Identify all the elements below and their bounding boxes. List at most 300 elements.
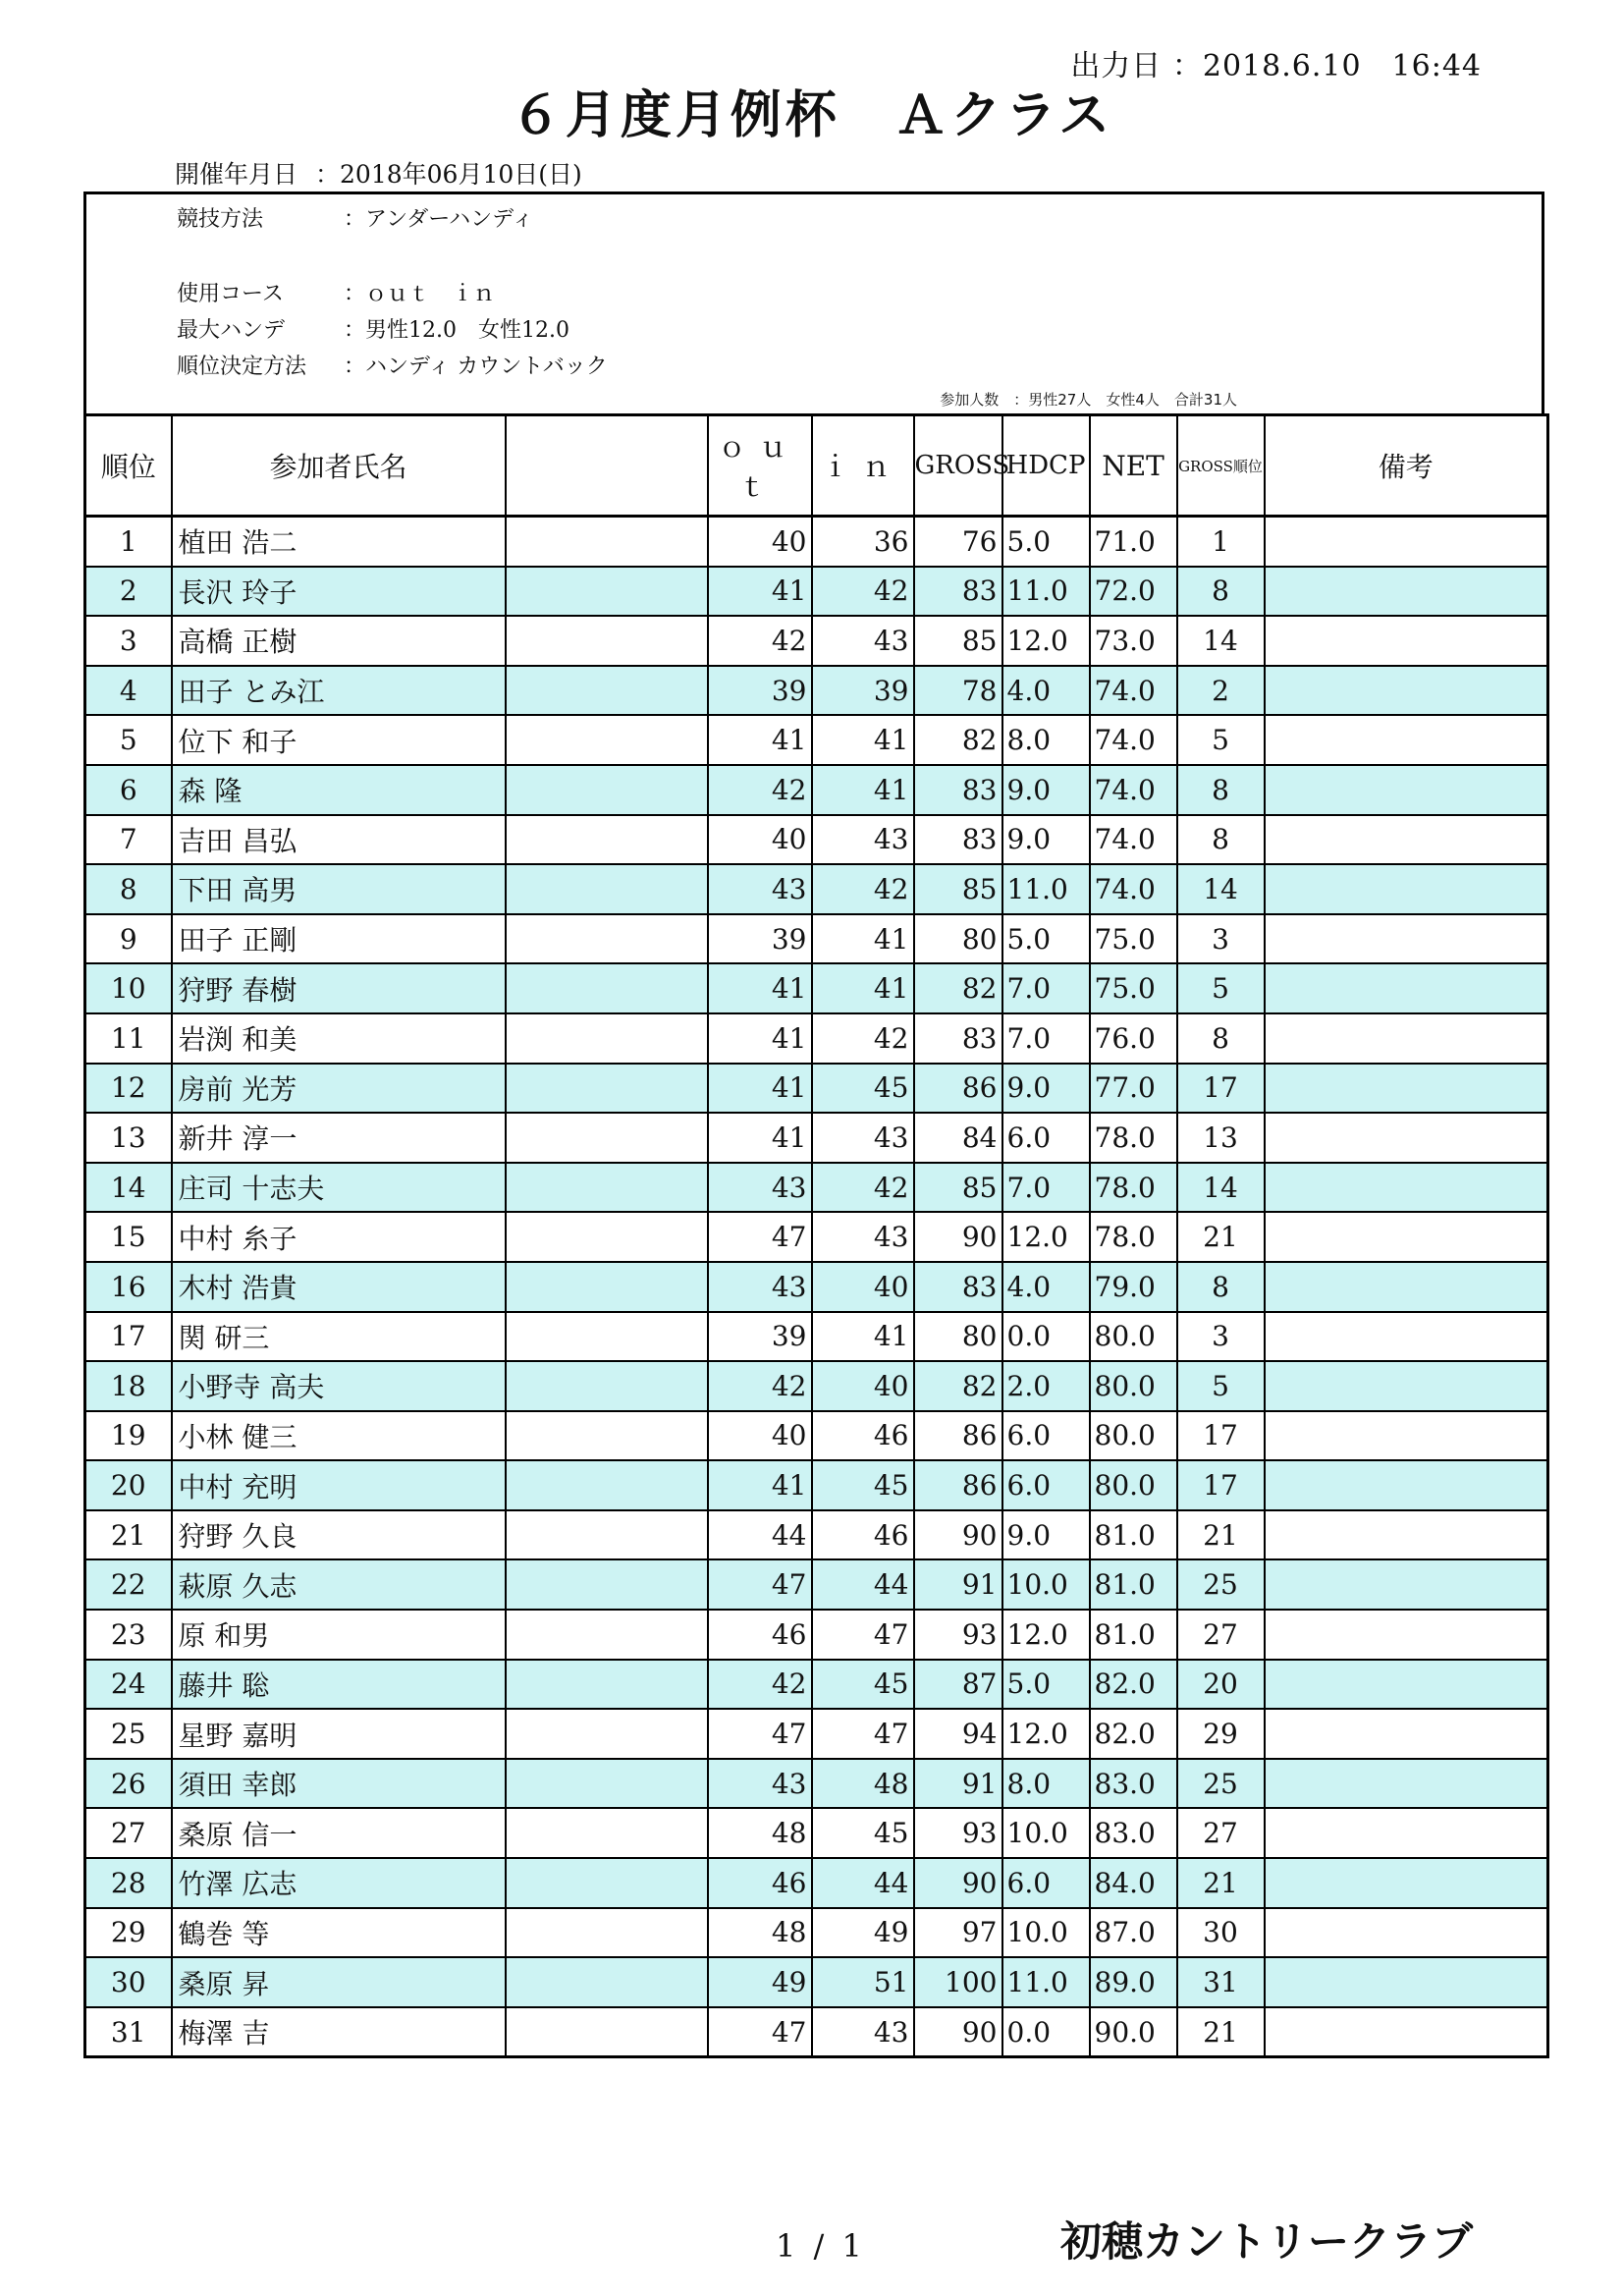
name-cell: 中村 充明 bbox=[172, 1460, 506, 1510]
blank-cell bbox=[506, 1908, 708, 1958]
net-cell: 80.0 bbox=[1090, 1361, 1177, 1411]
gross-cell: 82 bbox=[914, 715, 1002, 765]
name-cell: 須田 幸郎 bbox=[172, 1759, 506, 1809]
blank-cell bbox=[506, 1163, 708, 1213]
competition-info-box bbox=[83, 191, 1544, 413]
out-score-cell: 41 bbox=[708, 567, 812, 617]
in-score-cell: 45 bbox=[812, 1064, 914, 1114]
gross-cell: 93 bbox=[914, 1610, 1002, 1660]
gross-rank-cell: 17 bbox=[1177, 1460, 1265, 1510]
table-row bbox=[85, 1113, 1548, 1163]
remarks-cell bbox=[1265, 1908, 1548, 1958]
blank-cell bbox=[506, 864, 708, 914]
gross-cell: 84 bbox=[914, 1113, 1002, 1163]
gross-rank-cell: 21 bbox=[1177, 2007, 1265, 2057]
table-row bbox=[85, 1163, 1548, 1213]
net-cell: 81.0 bbox=[1090, 1510, 1177, 1560]
in-score-cell: 42 bbox=[812, 864, 914, 914]
table-row bbox=[85, 567, 1548, 617]
gross-cell: 86 bbox=[914, 1460, 1002, 1510]
header-net: NET bbox=[1090, 415, 1177, 517]
net-cell: 80.0 bbox=[1090, 1312, 1177, 1362]
gross-cell: 86 bbox=[914, 1411, 1002, 1461]
hdcp-cell: 6.0 bbox=[1002, 1858, 1090, 1908]
in-score-cell: 39 bbox=[812, 666, 914, 716]
remarks-cell bbox=[1265, 1858, 1548, 1908]
hdcp-cell: 5.0 bbox=[1002, 914, 1090, 964]
net-cell: 74.0 bbox=[1090, 666, 1177, 716]
net-cell: 78.0 bbox=[1090, 1212, 1177, 1262]
name-cell: 高橋 正樹 bbox=[172, 616, 506, 666]
table-row bbox=[85, 517, 1548, 567]
table-row bbox=[85, 765, 1548, 815]
table-row bbox=[85, 1709, 1548, 1759]
out-score-cell: 48 bbox=[708, 1808, 812, 1858]
table-row bbox=[85, 1262, 1548, 1312]
rank-cell: 13 bbox=[85, 1113, 172, 1163]
rank-cell: 11 bbox=[85, 1013, 172, 1064]
gross-cell: 85 bbox=[914, 864, 1002, 914]
in-score-cell: 43 bbox=[812, 815, 914, 865]
hdcp-cell: 10.0 bbox=[1002, 1808, 1090, 1858]
blank-cell bbox=[506, 765, 708, 815]
out-score-cell: 39 bbox=[708, 1312, 812, 1362]
in-score-cell: 42 bbox=[812, 1163, 914, 1213]
in-score-cell: 44 bbox=[812, 1559, 914, 1610]
name-cell: 木村 浩貴 bbox=[172, 1262, 506, 1312]
gross-rank-cell: 8 bbox=[1177, 815, 1265, 865]
gross-rank-cell: 17 bbox=[1177, 1064, 1265, 1114]
net-cell: 79.0 bbox=[1090, 1262, 1177, 1312]
net-cell: 72.0 bbox=[1090, 567, 1177, 617]
gross-cell: 76 bbox=[914, 517, 1002, 567]
gross-cell: 91 bbox=[914, 1759, 1002, 1809]
hdcp-cell: 5.0 bbox=[1002, 517, 1090, 567]
blank-cell bbox=[506, 666, 708, 716]
net-cell: 81.0 bbox=[1090, 1610, 1177, 1660]
net-cell: 74.0 bbox=[1090, 765, 1177, 815]
gross-cell: 78 bbox=[914, 666, 1002, 716]
hdcp-cell: 11.0 bbox=[1002, 1957, 1090, 2007]
in-score-cell: 47 bbox=[812, 1610, 914, 1660]
method-row bbox=[177, 202, 533, 233]
blank-cell bbox=[506, 1510, 708, 1560]
gross-cell: 100 bbox=[914, 1957, 1002, 2007]
gross-rank-cell: 3 bbox=[1177, 914, 1265, 964]
rank-cell: 9 bbox=[85, 914, 172, 964]
held-date-label: 開催年月日 bbox=[175, 160, 298, 189]
net-cell: 80.0 bbox=[1090, 1411, 1177, 1461]
held-date bbox=[175, 155, 600, 191]
max-handicap-row bbox=[177, 313, 569, 344]
remarks-cell bbox=[1265, 1361, 1548, 1411]
hdcp-cell: 6.0 bbox=[1002, 1460, 1090, 1510]
name-cell: 桑原 昇 bbox=[172, 1957, 506, 2007]
max-handicap-label: 最大ハンデ bbox=[177, 318, 286, 343]
gross-cell: 97 bbox=[914, 1908, 1002, 1958]
rank-cell: 2 bbox=[85, 567, 172, 617]
participant-count: 参加人数 ：男性27人 女性4人 合計31人 bbox=[940, 391, 1237, 409]
out-score-cell: 43 bbox=[708, 1759, 812, 1809]
remarks-cell bbox=[1265, 1957, 1548, 2007]
blank-cell bbox=[506, 1064, 708, 1114]
name-cell: 星野 嘉明 bbox=[172, 1709, 506, 1759]
name-cell: 庄司 十志夫 bbox=[172, 1163, 506, 1213]
blank-cell bbox=[506, 1808, 708, 1858]
name-cell: 吉田 昌弘 bbox=[172, 815, 506, 865]
in-score-cell: 41 bbox=[812, 715, 914, 765]
net-cell: 81.0 bbox=[1090, 1559, 1177, 1610]
table-row bbox=[85, 1957, 1548, 2007]
remarks-cell bbox=[1265, 1759, 1548, 1809]
name-cell: 原 和男 bbox=[172, 1610, 506, 1660]
table-row bbox=[85, 1064, 1548, 1114]
remarks-cell bbox=[1265, 1610, 1548, 1660]
blank-cell bbox=[506, 567, 708, 617]
table-row bbox=[85, 815, 1548, 865]
out-score-cell: 47 bbox=[708, 2007, 812, 2057]
gross-cell: 82 bbox=[914, 1361, 1002, 1411]
hdcp-cell: 8.0 bbox=[1002, 1759, 1090, 1809]
name-cell: 関 研三 bbox=[172, 1312, 506, 1362]
rank-cell: 21 bbox=[85, 1510, 172, 1560]
net-cell: 80.0 bbox=[1090, 1460, 1177, 1510]
rank-cell: 15 bbox=[85, 1212, 172, 1262]
blank-cell bbox=[506, 1709, 708, 1759]
remarks-cell bbox=[1265, 1212, 1548, 1262]
blank-cell bbox=[506, 963, 708, 1013]
hdcp-cell: 7.0 bbox=[1002, 1013, 1090, 1064]
header-gross-rank: GROSS順位 bbox=[1177, 415, 1265, 517]
blank-cell bbox=[506, 715, 708, 765]
hdcp-cell: 12.0 bbox=[1002, 1212, 1090, 1262]
net-cell: 74.0 bbox=[1090, 864, 1177, 914]
table-row bbox=[85, 1212, 1548, 1262]
remarks-cell bbox=[1265, 1510, 1548, 1560]
gross-rank-cell: 8 bbox=[1177, 1013, 1265, 1064]
page-number: 1 / 1 bbox=[776, 2227, 866, 2265]
name-cell: 新井 淳一 bbox=[172, 1113, 506, 1163]
name-cell: 萩原 久志 bbox=[172, 1559, 506, 1610]
blank-cell bbox=[506, 2007, 708, 2057]
table-row bbox=[85, 616, 1548, 666]
out-score-cell: 43 bbox=[708, 1262, 812, 1312]
rank-cell: 10 bbox=[85, 963, 172, 1013]
gross-cell: 86 bbox=[914, 1064, 1002, 1114]
rank-cell: 5 bbox=[85, 715, 172, 765]
in-score-cell: 47 bbox=[812, 1709, 914, 1759]
hdcp-cell: 9.0 bbox=[1002, 1510, 1090, 1560]
method-label: 競技方法 bbox=[177, 207, 264, 232]
remarks-cell bbox=[1265, 963, 1548, 1013]
rank-cell: 16 bbox=[85, 1262, 172, 1312]
header-blank bbox=[506, 415, 708, 517]
gross-cell: 90 bbox=[914, 2007, 1002, 2057]
rank-cell: 6 bbox=[85, 765, 172, 815]
name-cell: 植田 浩二 bbox=[172, 517, 506, 567]
in-score-cell: 36 bbox=[812, 517, 914, 567]
gross-rank-cell: 29 bbox=[1177, 1709, 1265, 1759]
output-date-label: 出力日 bbox=[1070, 49, 1163, 83]
header-name: 参加者氏名 bbox=[172, 415, 506, 517]
remarks-cell bbox=[1265, 2007, 1548, 2057]
out-score-cell: 47 bbox=[708, 1212, 812, 1262]
out-score-cell: 40 bbox=[708, 517, 812, 567]
course-row bbox=[177, 277, 495, 307]
out-score-cell: 40 bbox=[708, 1411, 812, 1461]
hdcp-cell: 5.0 bbox=[1002, 1660, 1090, 1710]
gross-cell: 91 bbox=[914, 1559, 1002, 1610]
gross-cell: 85 bbox=[914, 616, 1002, 666]
in-score-cell: 46 bbox=[812, 1411, 914, 1461]
rank-cell: 8 bbox=[85, 864, 172, 914]
club-name: 初穂カントリークラブ bbox=[1060, 2217, 1474, 2266]
blank-cell bbox=[506, 1858, 708, 1908]
table-row bbox=[85, 1610, 1548, 1660]
net-cell: 89.0 bbox=[1090, 1957, 1177, 2007]
remarks-cell bbox=[1265, 616, 1548, 666]
blank-cell bbox=[506, 1957, 708, 2007]
remarks-cell bbox=[1265, 715, 1548, 765]
blank-cell bbox=[506, 1113, 708, 1163]
header-hdcp: HDCP bbox=[1002, 415, 1090, 517]
out-score-cell: 47 bbox=[708, 1709, 812, 1759]
hdcp-cell: 9.0 bbox=[1002, 1064, 1090, 1114]
gross-rank-cell: 27 bbox=[1177, 1808, 1265, 1858]
in-score-cell: 41 bbox=[812, 1312, 914, 1362]
gross-rank-cell: 17 bbox=[1177, 1411, 1265, 1461]
gross-rank-cell: 27 bbox=[1177, 1610, 1265, 1660]
gross-rank-cell: 25 bbox=[1177, 1559, 1265, 1610]
rank-cell: 24 bbox=[85, 1660, 172, 1710]
table-row bbox=[85, 1559, 1548, 1610]
blank-cell bbox=[506, 914, 708, 964]
remarks-cell bbox=[1265, 1709, 1548, 1759]
table-row bbox=[85, 666, 1548, 716]
in-score-cell: 43 bbox=[812, 1113, 914, 1163]
rank-cell: 25 bbox=[85, 1709, 172, 1759]
gross-rank-cell: 5 bbox=[1177, 1361, 1265, 1411]
hdcp-cell: 12.0 bbox=[1002, 1610, 1090, 1660]
gross-rank-cell: 20 bbox=[1177, 1660, 1265, 1710]
blank-cell bbox=[506, 1361, 708, 1411]
gross-cell: 83 bbox=[914, 1262, 1002, 1312]
in-score-cell: 48 bbox=[812, 1759, 914, 1809]
name-cell: 森 隆 bbox=[172, 765, 506, 815]
ranking-method-label: 順位決定方法 bbox=[177, 355, 307, 379]
in-score-cell: 45 bbox=[812, 1808, 914, 1858]
rank-cell: 23 bbox=[85, 1610, 172, 1660]
blank-cell bbox=[506, 1460, 708, 1510]
remarks-cell bbox=[1265, 1460, 1548, 1510]
blank-cell bbox=[506, 616, 708, 666]
in-score-cell: 46 bbox=[812, 1510, 914, 1560]
table-row bbox=[85, 1908, 1548, 1958]
gross-cell: 83 bbox=[914, 815, 1002, 865]
table-row bbox=[85, 1460, 1548, 1510]
out-score-cell: 49 bbox=[708, 1957, 812, 2007]
gross-cell: 90 bbox=[914, 1212, 1002, 1262]
remarks-cell bbox=[1265, 1312, 1548, 1362]
remarks-cell bbox=[1265, 1660, 1548, 1710]
gross-rank-cell: 8 bbox=[1177, 1262, 1265, 1312]
gross-rank-cell: 21 bbox=[1177, 1510, 1265, 1560]
net-cell: 82.0 bbox=[1090, 1660, 1177, 1710]
net-cell: 82.0 bbox=[1090, 1709, 1177, 1759]
header-gross: GROSS bbox=[914, 415, 1002, 517]
out-score-cell: 42 bbox=[708, 1361, 812, 1411]
blank-cell bbox=[506, 815, 708, 865]
name-cell: 下田 高男 bbox=[172, 864, 506, 914]
rank-cell: 29 bbox=[85, 1908, 172, 1958]
name-cell: 位下 和子 bbox=[172, 715, 506, 765]
name-cell: 房前 光芳 bbox=[172, 1064, 506, 1114]
out-score-cell: 41 bbox=[708, 963, 812, 1013]
table-row bbox=[85, 1759, 1548, 1809]
net-cell: 78.0 bbox=[1090, 1163, 1177, 1213]
course-value: ：ｏｕｔ ｉｎ bbox=[344, 282, 496, 306]
gross-rank-cell: 30 bbox=[1177, 1908, 1265, 1958]
remarks-cell bbox=[1265, 1163, 1548, 1213]
gross-cell: 90 bbox=[914, 1510, 1002, 1560]
hdcp-cell: 10.0 bbox=[1002, 1559, 1090, 1610]
name-cell: 狩野 久良 bbox=[172, 1510, 506, 1560]
net-cell: 74.0 bbox=[1090, 815, 1177, 865]
out-score-cell: 42 bbox=[708, 616, 812, 666]
name-cell: 藤井 聡 bbox=[172, 1660, 506, 1710]
blank-cell bbox=[506, 1411, 708, 1461]
remarks-cell bbox=[1265, 864, 1548, 914]
hdcp-cell: 6.0 bbox=[1002, 1113, 1090, 1163]
hdcp-cell: 8.0 bbox=[1002, 715, 1090, 765]
hdcp-cell: 7.0 bbox=[1002, 1163, 1090, 1213]
name-cell: 鶴巻 等 bbox=[172, 1908, 506, 1958]
out-score-cell: 42 bbox=[708, 765, 812, 815]
rank-cell: 12 bbox=[85, 1064, 172, 1114]
in-score-cell: 49 bbox=[812, 1908, 914, 1958]
rank-cell: 22 bbox=[85, 1559, 172, 1610]
out-score-cell: 48 bbox=[708, 1908, 812, 1958]
out-score-cell: 43 bbox=[708, 864, 812, 914]
table-row bbox=[85, 1660, 1548, 1710]
gross-rank-cell: 13 bbox=[1177, 1113, 1265, 1163]
page-title: ６月度月例杯 Ａクラス bbox=[510, 86, 1114, 145]
gross-cell: 85 bbox=[914, 1163, 1002, 1213]
table-header-row bbox=[85, 415, 1548, 517]
remarks-cell bbox=[1265, 1411, 1548, 1461]
gross-rank-cell: 3 bbox=[1177, 1312, 1265, 1362]
gross-cell: 90 bbox=[914, 1858, 1002, 1908]
in-score-cell: 42 bbox=[812, 1013, 914, 1064]
gross-rank-cell: 5 bbox=[1177, 715, 1265, 765]
table-row bbox=[85, 715, 1548, 765]
net-cell: 75.0 bbox=[1090, 963, 1177, 1013]
out-score-cell: 41 bbox=[708, 1113, 812, 1163]
rank-cell: 18 bbox=[85, 1361, 172, 1411]
name-cell: 岩渕 和美 bbox=[172, 1013, 506, 1064]
hdcp-cell: 4.0 bbox=[1002, 666, 1090, 716]
hdcp-cell: 0.0 bbox=[1002, 1312, 1090, 1362]
out-score-cell: 43 bbox=[708, 1163, 812, 1213]
net-cell: 84.0 bbox=[1090, 1858, 1177, 1908]
in-score-cell: 41 bbox=[812, 765, 914, 815]
in-score-cell: 45 bbox=[812, 1660, 914, 1710]
rank-cell: 14 bbox=[85, 1163, 172, 1213]
blank-cell bbox=[506, 1610, 708, 1660]
net-cell: 87.0 bbox=[1090, 1908, 1177, 1958]
remarks-cell bbox=[1265, 1064, 1548, 1114]
net-cell: 71.0 bbox=[1090, 517, 1177, 567]
gross-rank-cell: 25 bbox=[1177, 1759, 1265, 1809]
gross-rank-cell: 1 bbox=[1177, 517, 1265, 567]
blank-cell bbox=[506, 1559, 708, 1610]
remarks-cell bbox=[1265, 1013, 1548, 1064]
name-cell: 田子 とみ江 bbox=[172, 666, 506, 716]
gross-cell: 82 bbox=[914, 963, 1002, 1013]
table-row bbox=[85, 1510, 1548, 1560]
table-row bbox=[85, 1013, 1548, 1064]
remarks-cell bbox=[1265, 1262, 1548, 1312]
remarks-cell bbox=[1265, 1559, 1548, 1610]
gross-cell: 83 bbox=[914, 765, 1002, 815]
blank-cell bbox=[506, 1212, 708, 1262]
remarks-cell bbox=[1265, 517, 1548, 567]
blank-cell bbox=[506, 517, 708, 567]
ranking-method-value: ：ハンディ カウントバック bbox=[344, 355, 608, 379]
rank-cell: 26 bbox=[85, 1759, 172, 1809]
rank-cell: 7 bbox=[85, 815, 172, 865]
ranking-method-row bbox=[177, 350, 608, 380]
name-cell: 狩野 春樹 bbox=[172, 963, 506, 1013]
blank-cell bbox=[506, 1013, 708, 1064]
out-score-cell: 41 bbox=[708, 1013, 812, 1064]
hdcp-cell: 0.0 bbox=[1002, 2007, 1090, 2057]
header-rank: 順位 bbox=[85, 415, 172, 517]
net-cell: 76.0 bbox=[1090, 1013, 1177, 1064]
table-row bbox=[85, 914, 1548, 964]
blank-cell bbox=[506, 1312, 708, 1362]
rank-cell: 20 bbox=[85, 1460, 172, 1510]
blank-cell bbox=[506, 1759, 708, 1809]
in-score-cell: 40 bbox=[812, 1361, 914, 1411]
gross-cell: 93 bbox=[914, 1808, 1002, 1858]
table-row bbox=[85, 1361, 1548, 1411]
name-cell: 竹澤 広志 bbox=[172, 1858, 506, 1908]
table-row bbox=[85, 2007, 1548, 2057]
hdcp-cell: 12.0 bbox=[1002, 1709, 1090, 1759]
rank-cell: 19 bbox=[85, 1411, 172, 1461]
net-cell: 77.0 bbox=[1090, 1064, 1177, 1114]
in-score-cell: 41 bbox=[812, 914, 914, 964]
rank-cell: 30 bbox=[85, 1957, 172, 2007]
header-in: ｉｎ bbox=[812, 415, 914, 517]
rank-cell: 17 bbox=[85, 1312, 172, 1362]
gross-cell: 94 bbox=[914, 1709, 1002, 1759]
in-score-cell: 43 bbox=[812, 616, 914, 666]
out-score-cell: 46 bbox=[708, 1610, 812, 1660]
in-score-cell: 45 bbox=[812, 1460, 914, 1510]
hdcp-cell: 12.0 bbox=[1002, 616, 1090, 666]
out-score-cell: 47 bbox=[708, 1559, 812, 1610]
hdcp-cell: 10.0 bbox=[1002, 1908, 1090, 1958]
gross-rank-cell: 21 bbox=[1177, 1212, 1265, 1262]
name-cell: 中村 糸子 bbox=[172, 1212, 506, 1262]
results-table bbox=[83, 413, 1549, 2058]
table-row bbox=[85, 963, 1548, 1013]
in-score-cell: 42 bbox=[812, 567, 914, 617]
hdcp-cell: 11.0 bbox=[1002, 567, 1090, 617]
output-date-value: ：2018.6.10 16:44 bbox=[1171, 49, 1482, 83]
